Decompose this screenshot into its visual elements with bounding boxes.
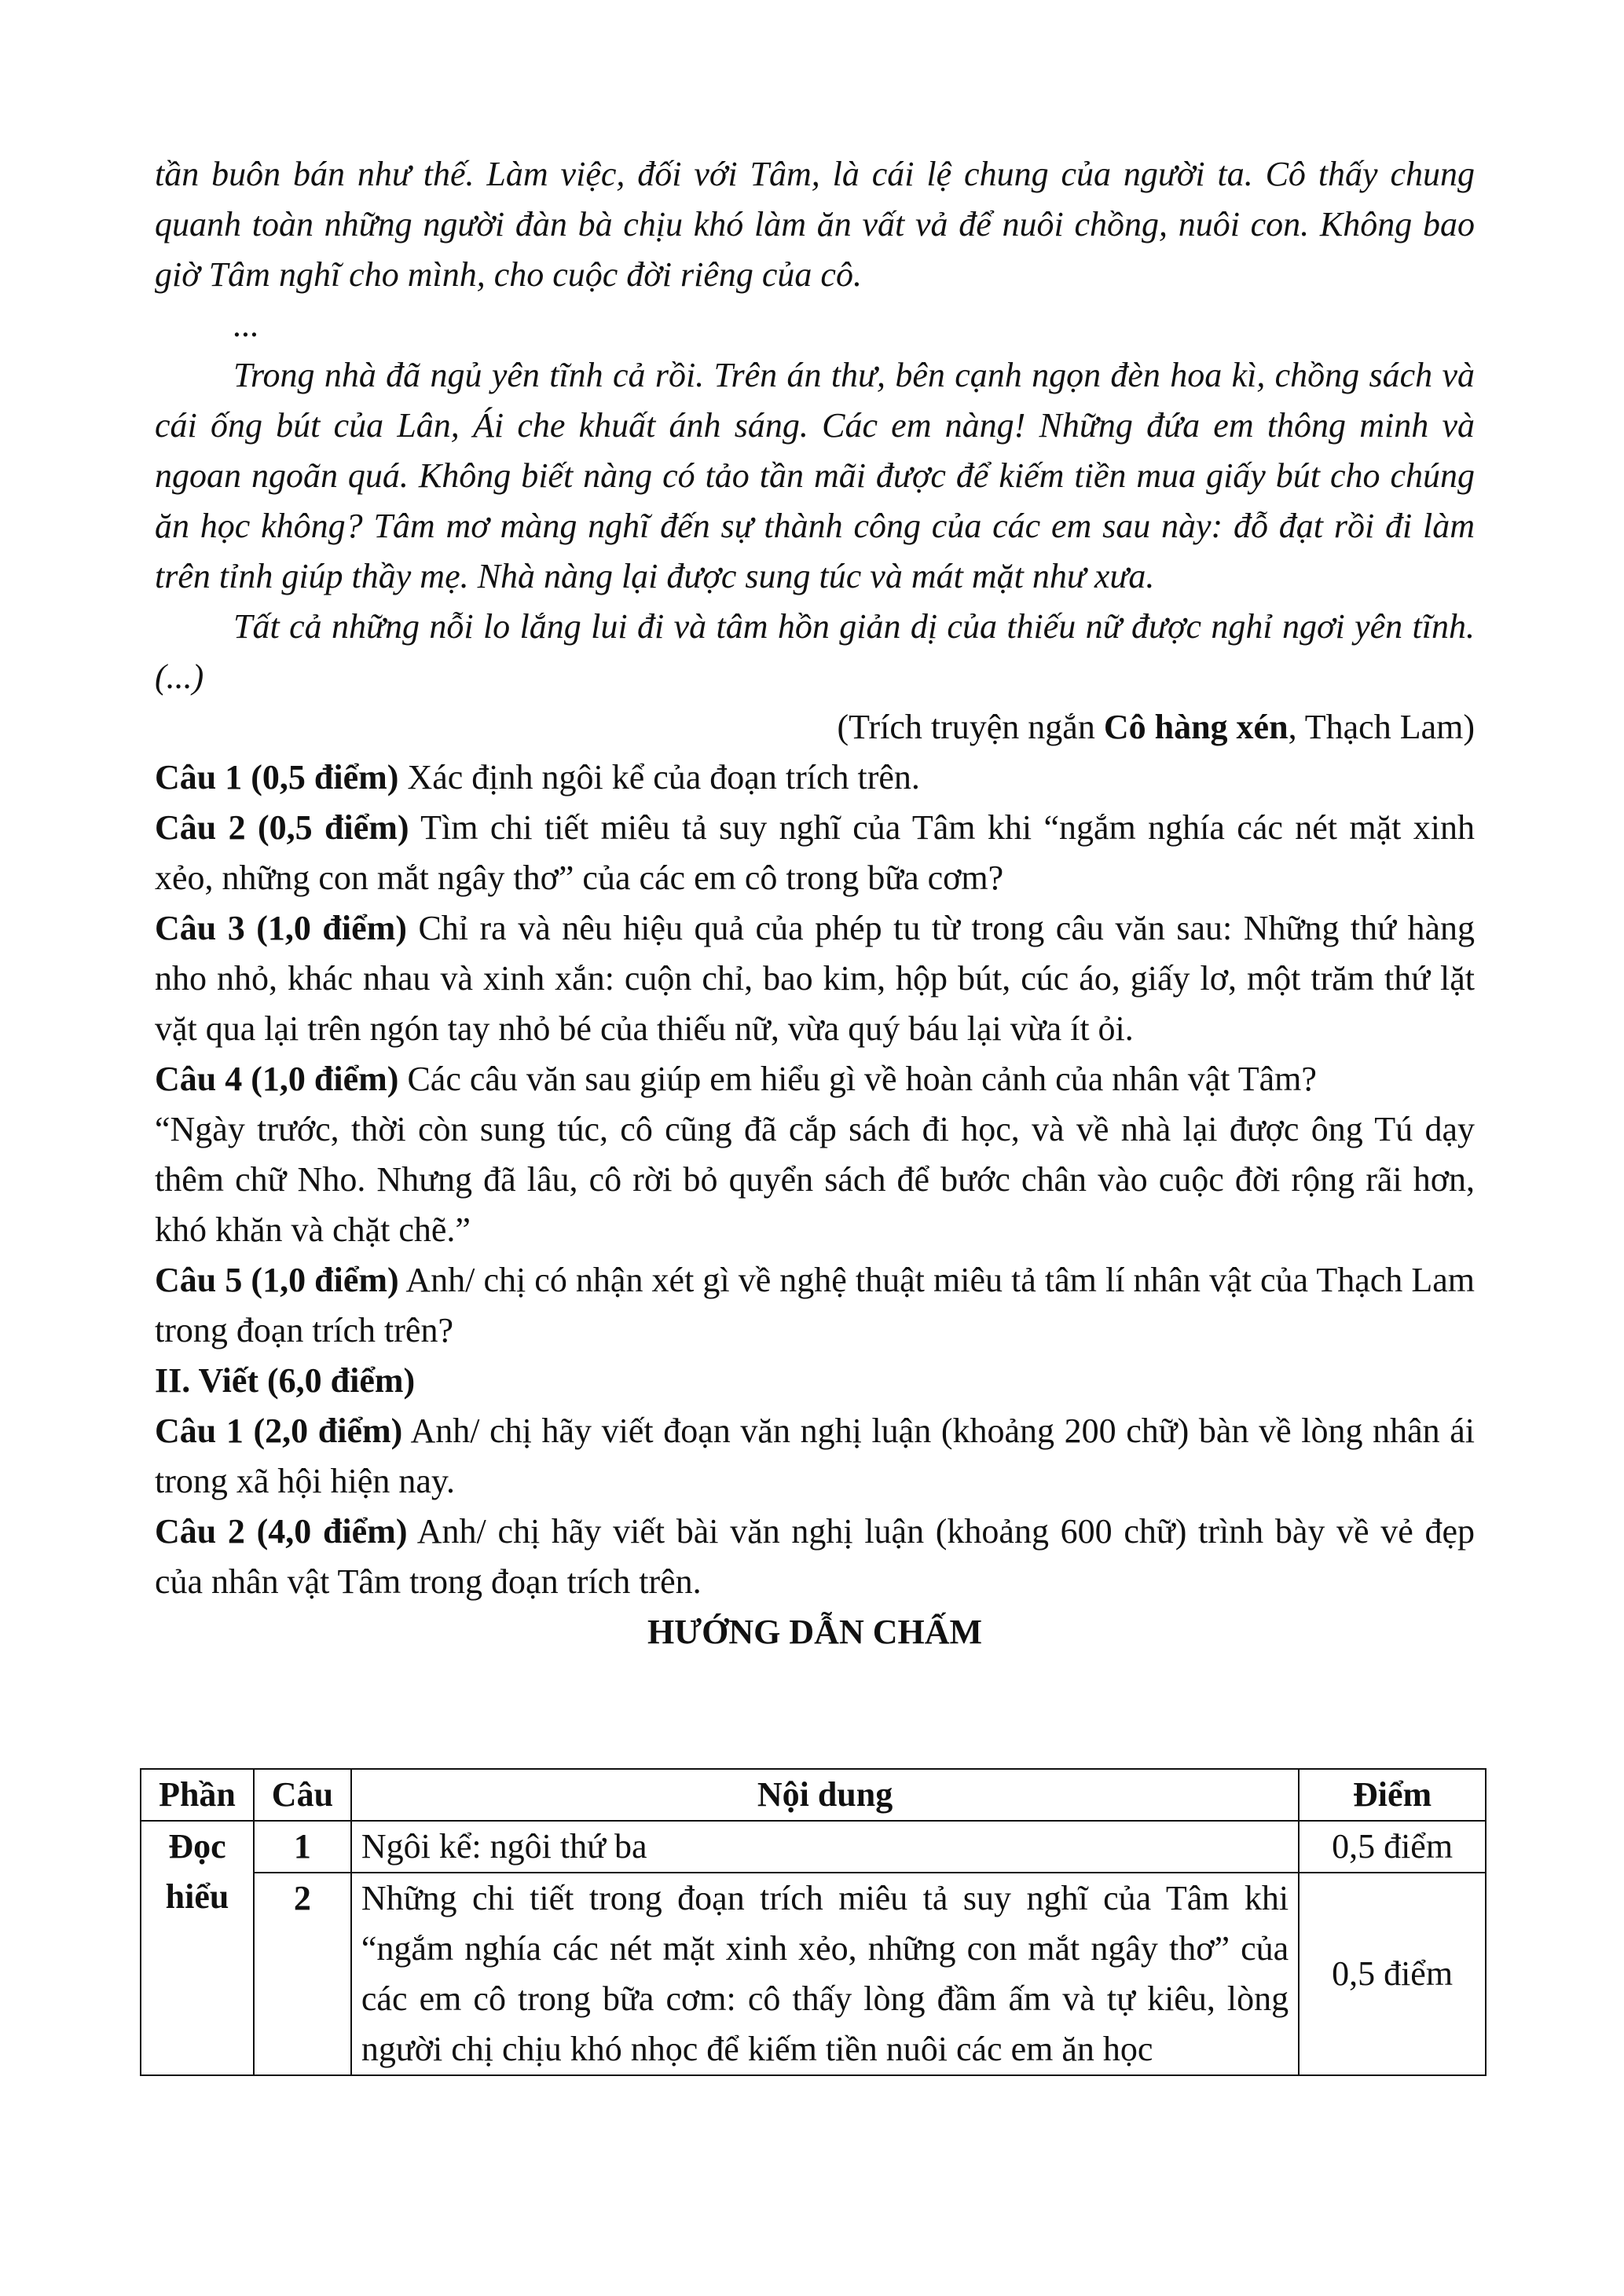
question-4-quote: “Ngày trước, thời còn sung túc, cô cũng đã cắp sách đi học, và về nhà lại được ông Tú dạy thêm chữ Nho. Nhưng đã lâu, cô rời bỏ quyển sách để bước chân vào cuộc đời rộng rãi hơn, khó khăn và chặt chẽ.” bbox=[155, 1110, 1475, 1249]
header-content: Nội dung bbox=[351, 1769, 1299, 1821]
writing-question-2-label: Câu 2 (4,0 điểm) bbox=[155, 1512, 408, 1551]
question-2 bbox=[155, 803, 1475, 903]
question-4-text: Các câu văn sau giúp em hiểu gì về hoàn cảnh của nhân vật Tâm? bbox=[398, 1060, 1317, 1098]
writing-question-1 bbox=[155, 1406, 1475, 1507]
header-part: Phần bbox=[141, 1769, 254, 1821]
question-4-label: Câu 4 (1,0 điểm) bbox=[155, 1060, 399, 1098]
passage-excerpt bbox=[155, 149, 1475, 1657]
passage-source bbox=[155, 702, 1475, 753]
question-3 bbox=[155, 903, 1475, 1054]
passage-paragraph-3: Tất cả những nỗi lo lắng lui đi và tâm hồn giản dị của thiếu nữ được nghỉ ngơi yên tĩnh. (...) bbox=[155, 607, 1475, 696]
header-question: Câu bbox=[254, 1769, 351, 1821]
row-2-score: 0,5 điểm bbox=[1299, 1873, 1486, 2075]
question-3-text: Chỉ ra và nêu hiệu quả của phép tu từ trong câu văn sau: Những thứ hàng nho nhỏ, khác nhau và xinh xắn: cuộn chỉ, bao kim, hộp bút, cúc áo, giấy lơ, một trăm thứ lặt vặt qua lại trên ngón tay nhỏ bé của thiếu nữ, vừa quý báu lại vừa ít ỏi. bbox=[155, 909, 1475, 1048]
row-1-score: 0,5 điểm bbox=[1299, 1821, 1486, 1873]
header-score: Điểm bbox=[1299, 1769, 1486, 1821]
row-2-question: 2 bbox=[254, 1873, 351, 2075]
question-5-text: Anh/ chị có nhận xét gì về nghệ thuật miêu tả tâm lí nhân vật của Thạch Lam trong đoạn trích trên? bbox=[155, 1261, 1475, 1349]
grading-header-row bbox=[141, 1769, 1486, 1821]
row-1-content: Ngôi kể: ngôi thứ ba bbox=[351, 1821, 1299, 1873]
grading-table bbox=[140, 1768, 1487, 2076]
question-1 bbox=[155, 753, 1475, 803]
writing-question-2-text: Anh/ chị hãy viết bài văn nghị luận (khoảng 600 chữ) trình bày về vẻ đẹp của nhân vật Tâm trong đoạn trích trên. bbox=[155, 1512, 1475, 1601]
writing-question-1-text: Anh/ chị hãy viết đoạn văn nghị luận (khoảng 200 chữ) bàn về lòng nhân ái trong xã hội hiện nay. bbox=[155, 1412, 1475, 1500]
source-title: Cô hàng xén bbox=[1103, 708, 1289, 746]
question-2-label: Câu 2 (0,5 điểm) bbox=[155, 808, 409, 847]
question-2-text: Tìm chi tiết miêu tả suy nghĩ của Tâm khi “ngắm nghía các nét mặt xinh xẻo, những con mắt ngây thơ” của các em cô trong bữa cơm? bbox=[155, 808, 1475, 897]
question-4 bbox=[155, 1054, 1475, 1104]
part-reading-label: Đọc hiểu bbox=[141, 1821, 254, 2075]
writing-section-title: II. Viết (6,0 điểm) bbox=[155, 1361, 416, 1400]
row-1-question: 1 bbox=[254, 1821, 351, 1873]
source-prefix: (Trích truyện ngắn bbox=[837, 708, 1104, 746]
source-suffix: , Thạch Lam) bbox=[1288, 708, 1475, 746]
question-5-label: Câu 5 (1,0 điểm) bbox=[155, 1261, 399, 1299]
table-row bbox=[141, 1821, 1486, 1873]
row-2-content: Những chi tiết trong đoạn trích miêu tả suy nghĩ của Tâm khi “ngắm nghía các nét mặt xinh xẻo, những con mắt ngây thơ” của các em cô trong bữa cơm: cô thấy lòng đầm ấm và tự kiêu, lòng người chị chịu khó nhọc để kiếm tiền nuôi các em ăn học bbox=[351, 1873, 1299, 2075]
table-row bbox=[141, 1873, 1486, 2075]
question-3-label: Câu 3 (1,0 điểm) bbox=[155, 909, 407, 947]
passage-paragraph-2: Trong nhà đã ngủ yên tĩnh cả rồi. Trên án thư, bên cạnh ngọn đèn hoa kì, chồng sách và cái ống bút của Lân, Ái che khuất ánh sáng. Các em nàng! Những đứa em thông minh và ngoan ngoãn quá. Không biết nàng có tảo tần mãi được để kiếm tiền mua giấy bút cho chúng ăn học không? Tâm mơ màng nghĩ đến sự thành công của các em sau này: đỗ đạt rồi đi làm trên tỉnh giúp thầy mẹ. Nhà nàng lại được sung túc và mát mặt như xưa. bbox=[155, 356, 1475, 595]
question-1-text: Xác định ngôi kể của đoạn trích trên. bbox=[398, 758, 920, 796]
writing-question-2 bbox=[155, 1507, 1475, 1607]
passage-ellipsis: ... bbox=[233, 306, 259, 344]
grading-title: HƯỚNG DẪN CHẤM bbox=[647, 1613, 983, 1651]
writing-question-1-label: Câu 1 (2,0 điểm) bbox=[155, 1412, 403, 1450]
question-1-label: Câu 1 (0,5 điểm) bbox=[155, 758, 399, 796]
question-5 bbox=[155, 1255, 1475, 1356]
passage-paragraph-1: tần buôn bán như thế. Làm việc, đối với Tâm, là cái lệ chung của người ta. Cô thấy chung quanh toàn những người đàn bà chịu khó làm ăn vất vả để nuôi chồng, nuôi con. Không bao giờ Tâm nghĩ cho mình, cho cuộc đời riêng của cô. bbox=[155, 155, 1475, 294]
